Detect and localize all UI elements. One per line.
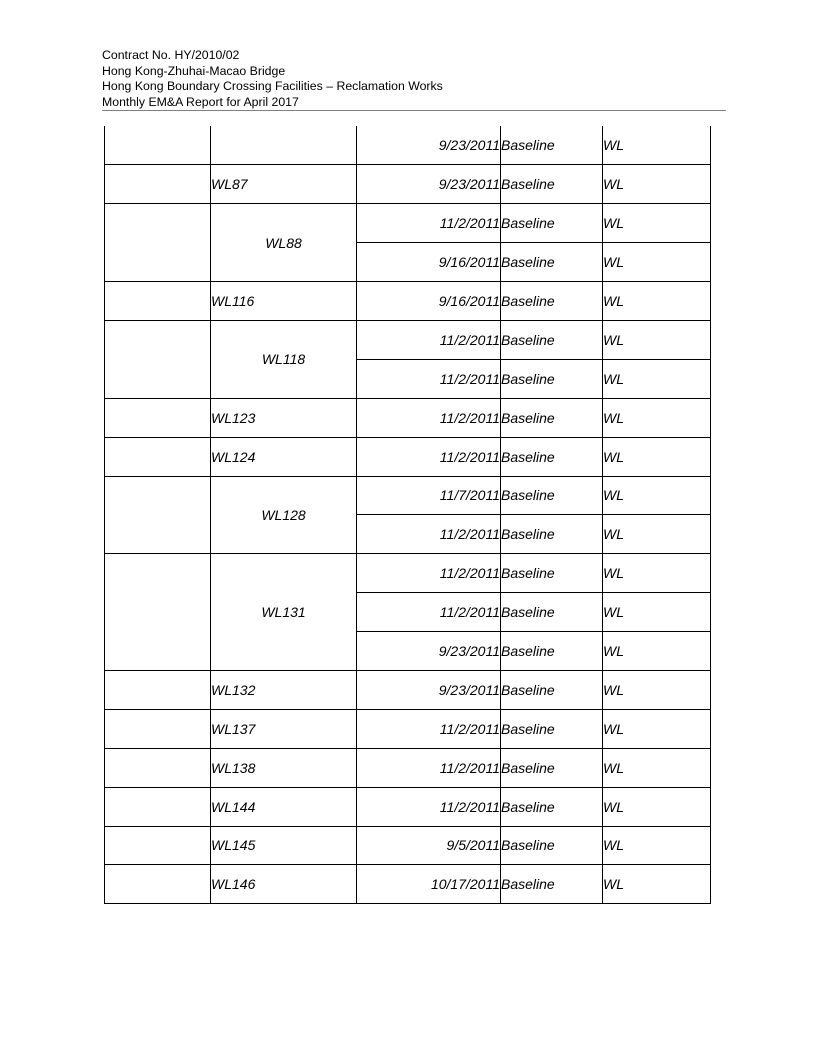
station-id <box>211 126 357 165</box>
blank-cell <box>105 126 211 165</box>
station-id: WL123 <box>211 398 357 437</box>
header-divider <box>102 110 726 111</box>
category-cell: WL <box>603 709 711 748</box>
contract-number: Contract No. HY/2010/02 <box>102 48 240 62</box>
date-cell: 9/23/2011 <box>357 126 501 165</box>
type-cell: Baseline <box>501 748 603 787</box>
project-name: Hong Kong-Zhuhai-Macao Bridge <box>102 63 286 78</box>
category-cell: WL <box>603 165 711 204</box>
date-cell: 11/2/2011 <box>357 515 501 554</box>
type-cell: Baseline <box>501 398 603 437</box>
blank-cell <box>105 826 211 865</box>
table-row <box>105 826 711 865</box>
type-cell: Baseline <box>501 787 603 826</box>
category-cell: WL <box>603 554 711 593</box>
type-cell: Baseline <box>501 632 603 671</box>
type-cell: Baseline <box>501 476 603 515</box>
type-cell: Baseline <box>501 359 603 398</box>
type-cell: Baseline <box>501 320 603 359</box>
table-row <box>105 398 711 437</box>
date-cell: 11/2/2011 <box>357 787 501 826</box>
blank-cell <box>105 709 211 748</box>
category-cell: WL <box>603 515 711 554</box>
table-row <box>105 437 711 476</box>
date-cell: 9/16/2011 <box>357 282 501 321</box>
table-row <box>105 865 711 904</box>
blank-cell <box>105 748 211 787</box>
type-cell: Baseline <box>501 709 603 748</box>
type-cell: Baseline <box>501 826 603 865</box>
type-cell: Baseline <box>501 204 603 243</box>
type-cell: Baseline <box>501 437 603 476</box>
station-id: WL87 <box>211 165 357 204</box>
blank-cell <box>105 865 211 904</box>
date-cell: 11/2/2011 <box>357 748 501 787</box>
category-cell: WL <box>603 398 711 437</box>
blank-cell <box>105 437 211 476</box>
category-cell: WL <box>603 282 711 321</box>
table-row <box>105 282 711 321</box>
station-id: WL128 <box>211 476 357 554</box>
category-cell: WL <box>603 865 711 904</box>
category-cell: WL <box>603 748 711 787</box>
blank-cell <box>105 787 211 826</box>
type-cell: Baseline <box>501 126 603 165</box>
station-id: WL118 <box>211 320 357 398</box>
table-row <box>105 204 711 243</box>
station-id: WL88 <box>211 204 357 282</box>
table-row <box>105 126 711 165</box>
date-cell: 11/2/2011 <box>357 359 501 398</box>
date-cell: 11/2/2011 <box>357 204 501 243</box>
blank-cell <box>105 398 211 437</box>
date-cell: 9/23/2011 <box>357 165 501 204</box>
blank-cell <box>105 476 211 554</box>
station-id: WL144 <box>211 787 357 826</box>
blank-cell <box>105 165 211 204</box>
category-cell: WL <box>603 826 711 865</box>
category-cell: WL <box>603 126 711 165</box>
date-cell: 11/2/2011 <box>357 709 501 748</box>
table-row <box>105 787 711 826</box>
category-cell: WL <box>603 632 711 671</box>
type-cell: Baseline <box>501 554 603 593</box>
date-cell: 11/2/2011 <box>357 554 501 593</box>
type-cell: Baseline <box>501 865 603 904</box>
date-cell: 11/2/2011 <box>357 320 501 359</box>
type-cell: Baseline <box>501 515 603 554</box>
station-id: WL138 <box>211 748 357 787</box>
station-id: WL131 <box>211 554 357 671</box>
type-cell: Baseline <box>501 165 603 204</box>
works-name: Hong Kong Boundary Crossing Facilities – Reclamation Works <box>102 79 443 93</box>
category-cell: WL <box>603 593 711 632</box>
monitoring-table <box>104 126 711 904</box>
table-row <box>105 165 711 204</box>
date-cell: 9/16/2011 <box>357 243 501 282</box>
page-header <box>102 48 724 110</box>
date-cell: 11/2/2011 <box>357 593 501 632</box>
category-cell: WL <box>603 476 711 515</box>
type-cell: Baseline <box>501 243 603 282</box>
table-row <box>105 320 711 359</box>
station-id: WL137 <box>211 709 357 748</box>
station-id: WL146 <box>211 865 357 904</box>
date-cell: 9/23/2011 <box>357 670 501 709</box>
type-cell: Baseline <box>501 593 603 632</box>
blank-cell <box>105 554 211 671</box>
report-title: Monthly EM&A Report for April 2017 <box>102 94 299 109</box>
station-id: WL145 <box>211 826 357 865</box>
table-row <box>105 709 711 748</box>
category-cell: WL <box>603 437 711 476</box>
category-cell: WL <box>603 787 711 826</box>
category-cell: WL <box>603 359 711 398</box>
type-cell: Baseline <box>501 670 603 709</box>
table-row <box>105 476 711 515</box>
category-cell: WL <box>603 204 711 243</box>
table-row <box>105 554 711 593</box>
station-id: WL124 <box>211 437 357 476</box>
type-cell: Baseline <box>501 282 603 321</box>
blank-cell <box>105 670 211 709</box>
date-cell: 11/7/2011 <box>357 476 501 515</box>
table-row <box>105 748 711 787</box>
station-id: WL132 <box>211 670 357 709</box>
date-cell: 10/17/2011 <box>357 865 501 904</box>
station-id: WL116 <box>211 282 357 321</box>
blank-cell <box>105 320 211 398</box>
blank-cell <box>105 204 211 282</box>
category-cell: WL <box>603 320 711 359</box>
table-row <box>105 670 711 709</box>
date-cell: 11/2/2011 <box>357 398 501 437</box>
category-cell: WL <box>603 670 711 709</box>
category-cell: WL <box>603 243 711 282</box>
blank-cell <box>105 282 211 321</box>
date-cell: 11/2/2011 <box>357 437 501 476</box>
date-cell: 9/5/2011 <box>357 826 501 865</box>
date-cell: 9/23/2011 <box>357 632 501 671</box>
